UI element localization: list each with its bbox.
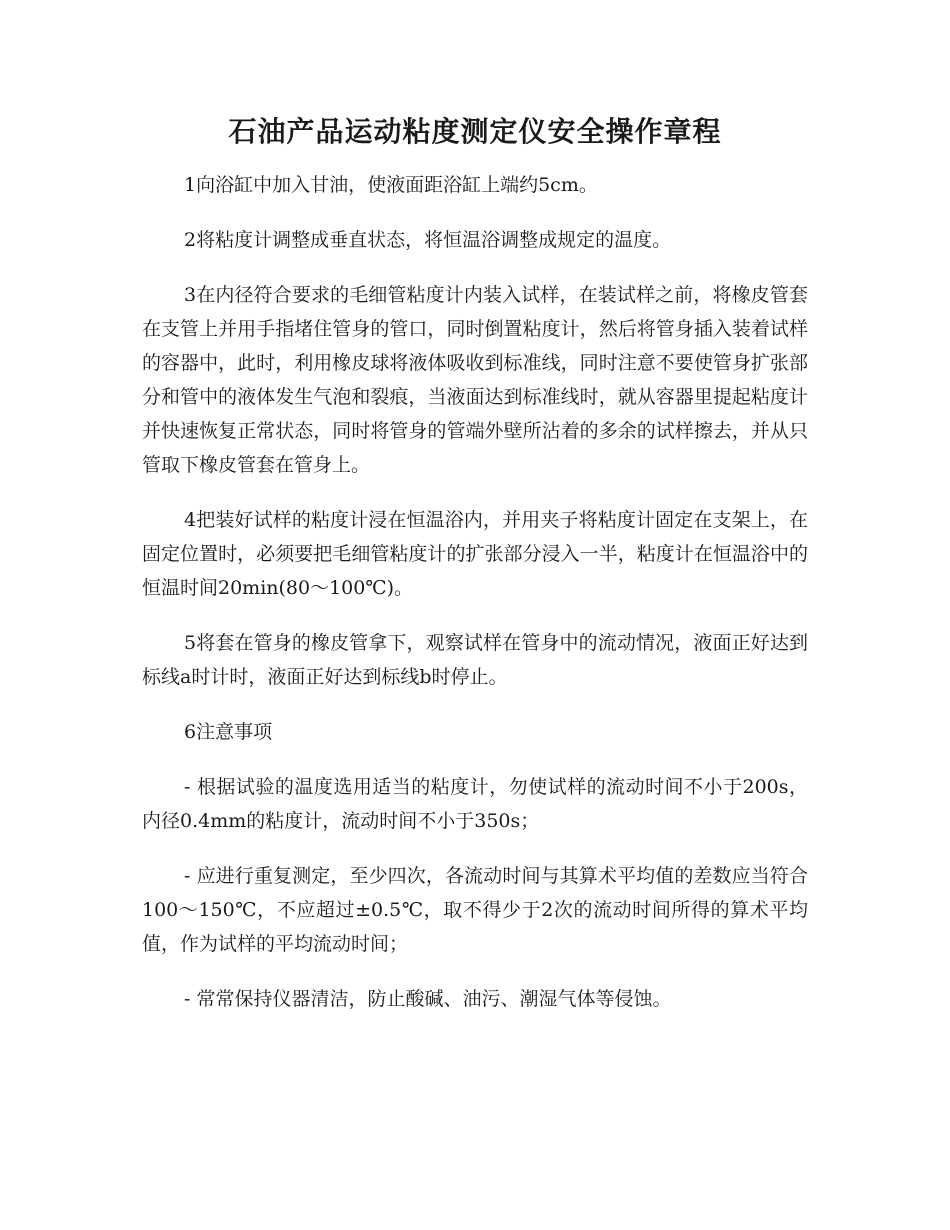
- document-title: 石油产品运动粘度测定仪安全操作章程: [228, 115, 722, 148]
- paragraph-note-3: - 常常保持仪器清洁，防止酸碱、油污、潮湿气体等侵蚀。: [184, 988, 672, 1010]
- paragraph-step-3: 3在内径符合要求的毛细管粘度计内装入试样，在装试样之前，将橡皮管套在支管上并用手指堵住管身的管口，同时倒置粘度计，然后将管身插入装着试样的容器中，此时，利用橡皮球将液体吸收到标准线，同时注意不要使管身扩张部分和管中的液体发生气泡和裂痕，当液面达到标准线时，就从容器里提起粘度计并快速恢复正常状态，同时将管身的管端外壁所沾着的多余的试样擦去，并从只管取下橡皮管套在管身上。: [142, 284, 808, 476]
- paragraph-step-1: 1向浴缸中加入甘油，使液面距浴缸上端约5cm。: [184, 174, 598, 196]
- paragraph-step-2: 2将粘度计调整成垂直状态，将恒温浴调整成规定的温度。: [184, 229, 672, 251]
- paragraph-step-5: 5将套在管身的橡皮管拿下，观察试样在管身中的流动情况，液面正好达到标线a时计时，液面正好达到标线b时停止。: [142, 632, 808, 688]
- paragraph-note-2: - 应进行重复测定，至少四次，各流动时间与其算术平均值的差数应当符合100～150℃，不应超过±0.5℃，取不得少于2次的流动时间所得的算术平均值，作为试样的平均流动时间；: [142, 865, 808, 955]
- paragraph-notes-heading: 6注意事项: [184, 721, 273, 743]
- document-page: [142, 112, 808, 1016]
- paragraph-note-1: - 根据试验的温度选用适当的粘度计，勿使试样的流动时间不小于200s，内径0.4mm的粘度计，流动时间不小于350s；: [142, 776, 808, 832]
- paragraph-step-4: 4把装好试样的粘度计浸在恒温浴内，并用夹子将粘度计固定在支架上，在固定位置时，必须要把毛细管粘度计的扩张部分浸入一半，粘度计在恒温浴中的恒温时间20min(80～100℃)。: [142, 509, 808, 599]
